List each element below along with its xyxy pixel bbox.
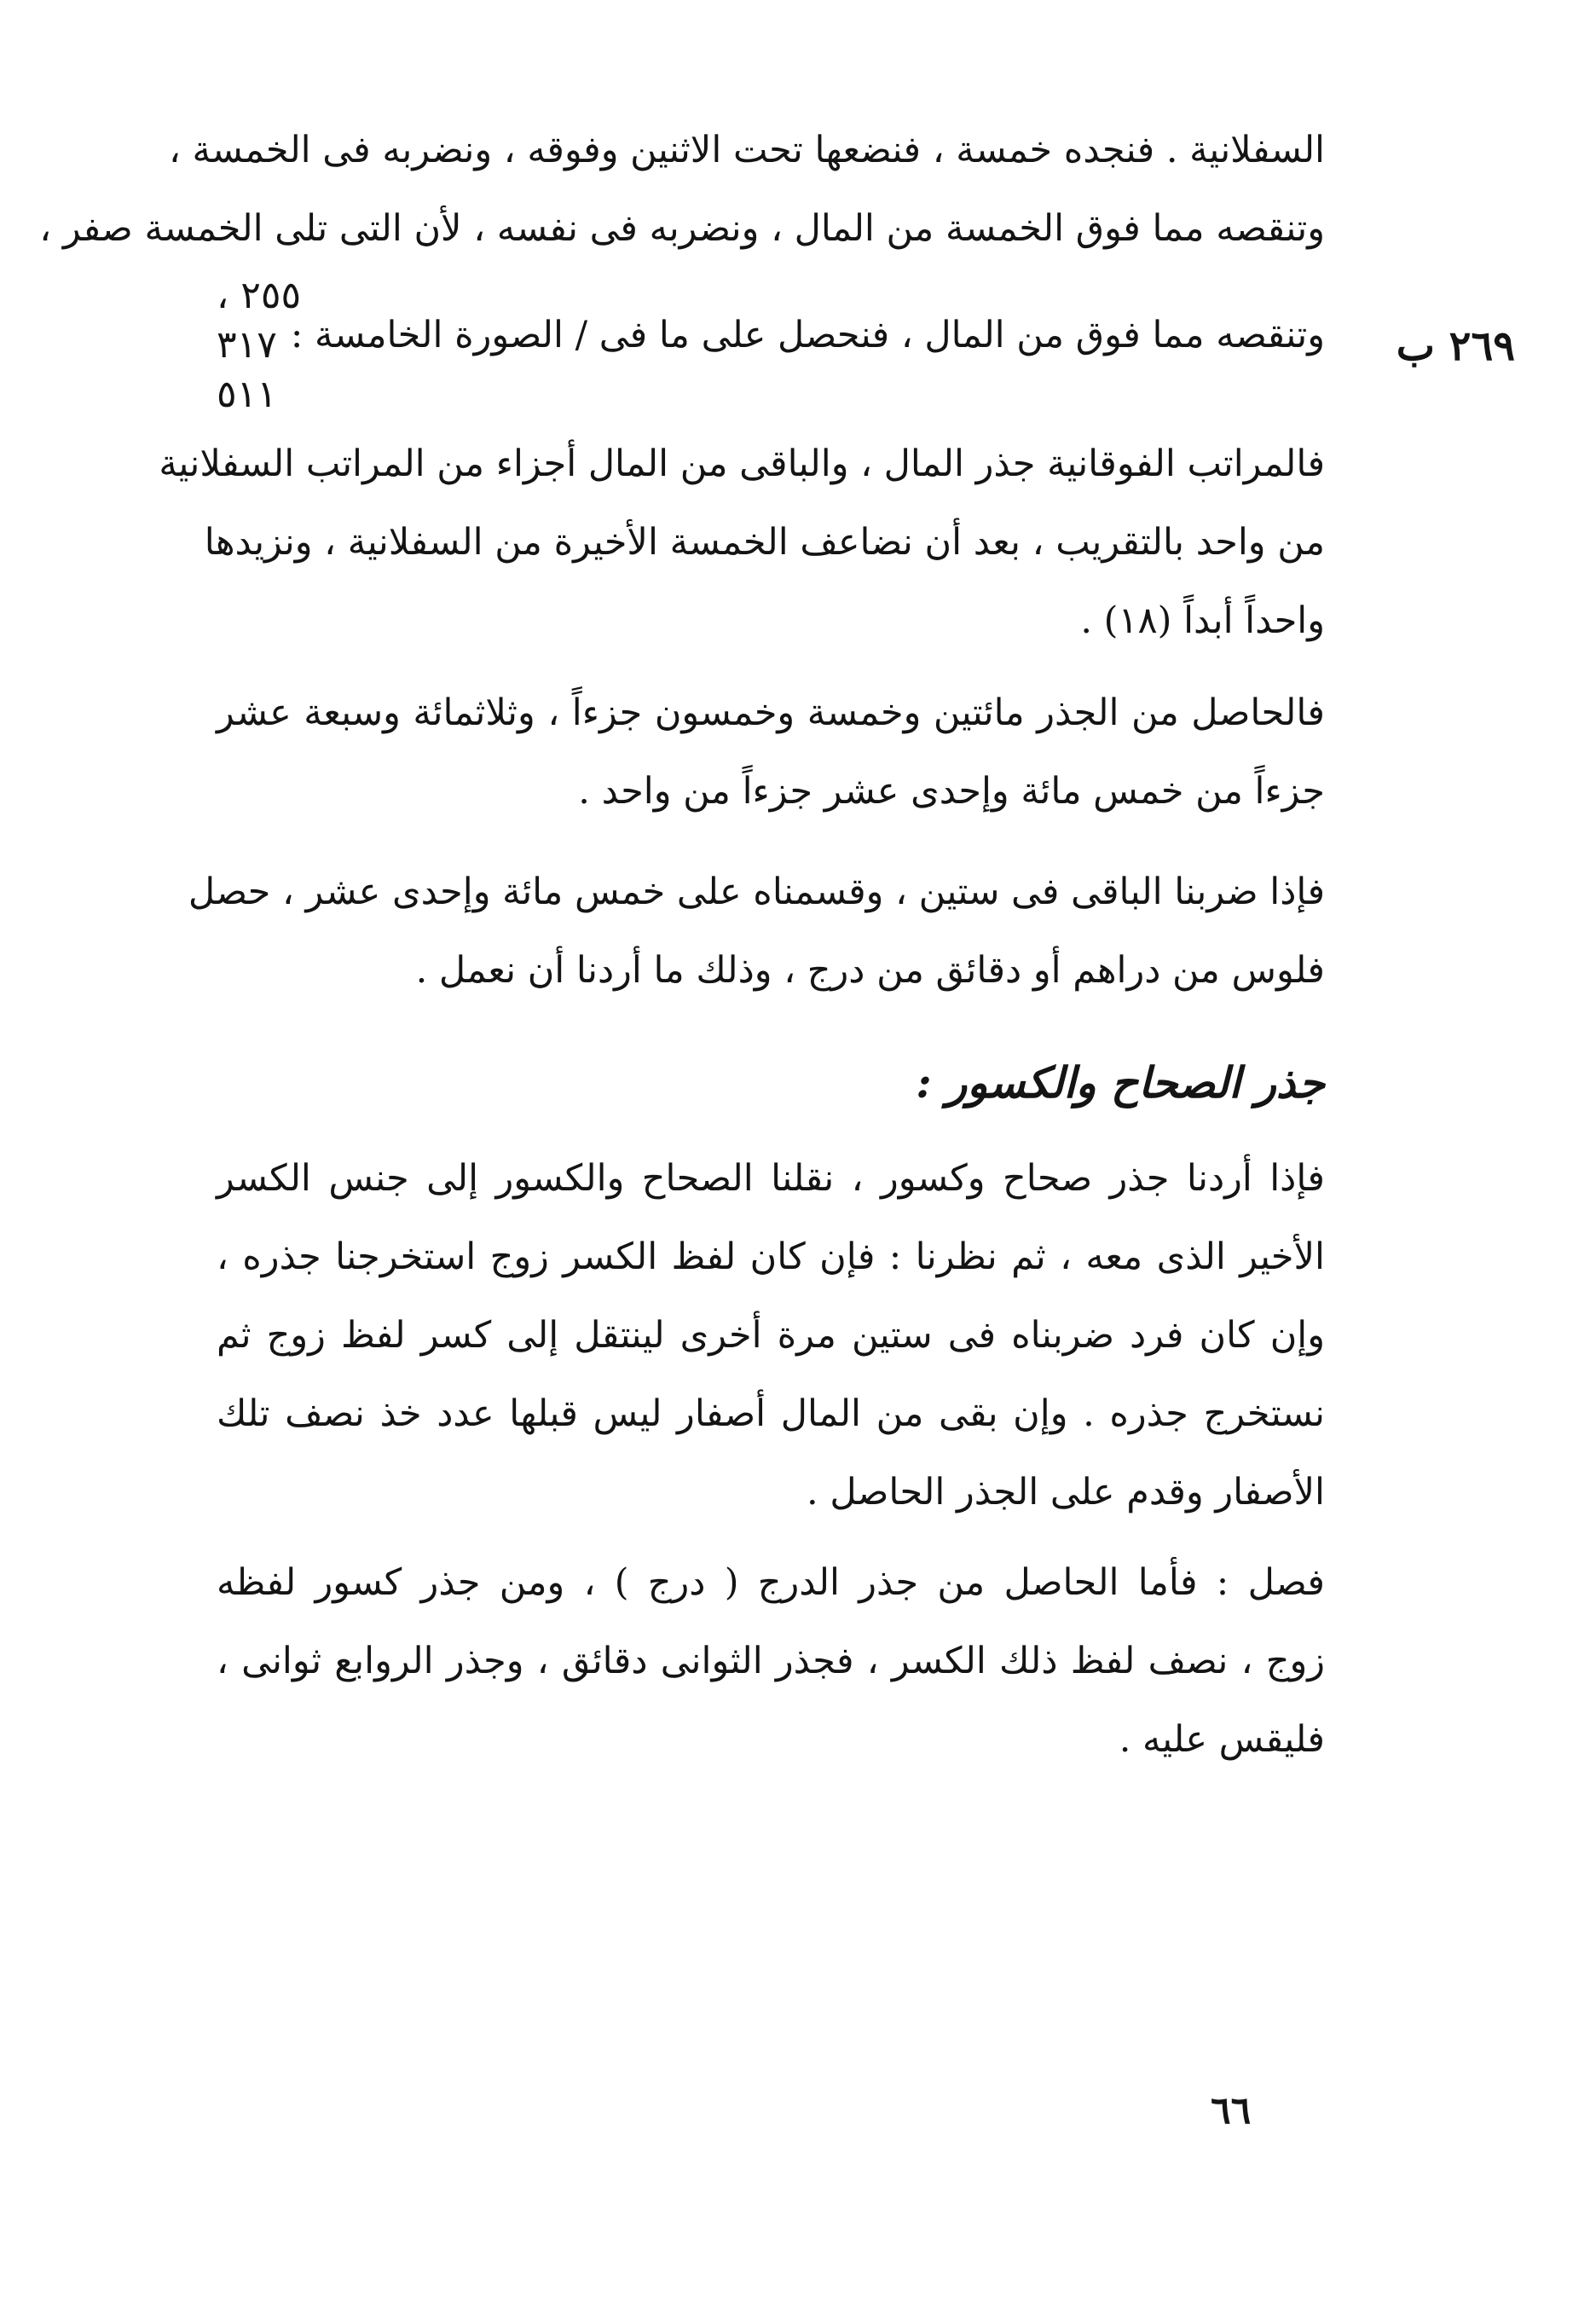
- paragraph-remainder: [188, 853, 1325, 1010]
- figure-caption: وتنقصه مما فوق من المال ، فنحصل على ما فى / الصورة الخامسة :: [290, 314, 1325, 356]
- fifth-figure-row: [217, 271, 1325, 425]
- paragraph-root-result: [217, 674, 1325, 831]
- figure-numbers: [217, 271, 361, 420]
- text-line: من واحد بالتقريب ، بعد أن نضاعف الخمسة الأخيرة من السفلانية ، ونزيدها: [204, 521, 1325, 564]
- text-line: الأصفار وقدم على الجذر الحاصل .: [807, 1471, 1325, 1514]
- text-line: فالمراتب الفوقانية جذر المال ، والباقى من المال أجزاء من المراتب السفلانية: [159, 443, 1325, 485]
- figure-number-top: ٢٥٥ ،: [217, 274, 302, 317]
- text-line: فصل : فأما الحاصل من جذر الدرج ( درج ) ، ومن جذر كسور لفظه: [217, 1561, 1325, 1604]
- text-line: جزءاً من خمس مائة وإحدى عشر جزءاً من واحد .: [578, 770, 1325, 813]
- figure-number-bottom: ٥١١: [217, 373, 277, 416]
- text-line: نستخرج جذره . وإن بقى من المال أصفار ليس قبلها عدد خذ نصف تلك: [217, 1392, 1325, 1435]
- section-heading: جذر الصحاح والكسور :: [916, 1057, 1325, 1108]
- top-paragraph: [39, 111, 1325, 268]
- text-line: فإذا أردنا جذر صحاح وكسور ، نقلنا الصحاح والكسور إلى جنس الكسر: [217, 1157, 1325, 1200]
- paragraph-upper-ranks: [159, 425, 1325, 660]
- text-line: فليقس عليه .: [1119, 1718, 1325, 1761]
- text-line: زوج ، نصف لفظ ذلك الكسر ، فجذر الثوانى دقائق ، وجذر الروابع ثوانى ،: [217, 1640, 1325, 1682]
- text-line: واحداً أبداً (١٨) .: [1080, 599, 1325, 642]
- paragraph-section-note: [217, 1543, 1325, 1779]
- text-line: الأخير الذى معه ، ثم نظرنا : فإن كان لفظ الكسر زوج استخرجنا جذره ،: [217, 1236, 1325, 1278]
- text-line: وإن كان فرد ضربناه فى ستين مرة أخرى لينتقل إلى كسر لفظ زوج ثم: [217, 1314, 1325, 1357]
- text-line: وتنقصه مما فوق الخمسة من المال ، ونضربه فى نفسه ، لأن التى تلى الخمسة صفر ،: [39, 207, 1325, 250]
- text-line: السفلانية . فنجده خمسة ، فنضعها تحت الاثنين وفوقه ، ونضربه فى الخمسة ،: [169, 129, 1325, 171]
- page-number: ٦٦: [1211, 2089, 1252, 2133]
- text-line: فالحاصل من الجذر مائتين وخمسة وخمسون جزءاً ، وثلاثمائة وسبعة عشر: [217, 692, 1325, 734]
- figure-number-middle: ٣١٧: [217, 323, 277, 367]
- margin-folio-note: ٢٦٩ ب: [1396, 322, 1515, 370]
- text-line: فإذا ضربنا الباقى فى ستين ، وقسمناه على خمس مائة وإحدى عشر ، حصل: [188, 871, 1325, 913]
- text-line: فلوس من دراهم أو دقائق من درج ، وذلك ما أردنا أن نعمل .: [415, 949, 1325, 992]
- paragraph-integers-fractions: [217, 1139, 1325, 1531]
